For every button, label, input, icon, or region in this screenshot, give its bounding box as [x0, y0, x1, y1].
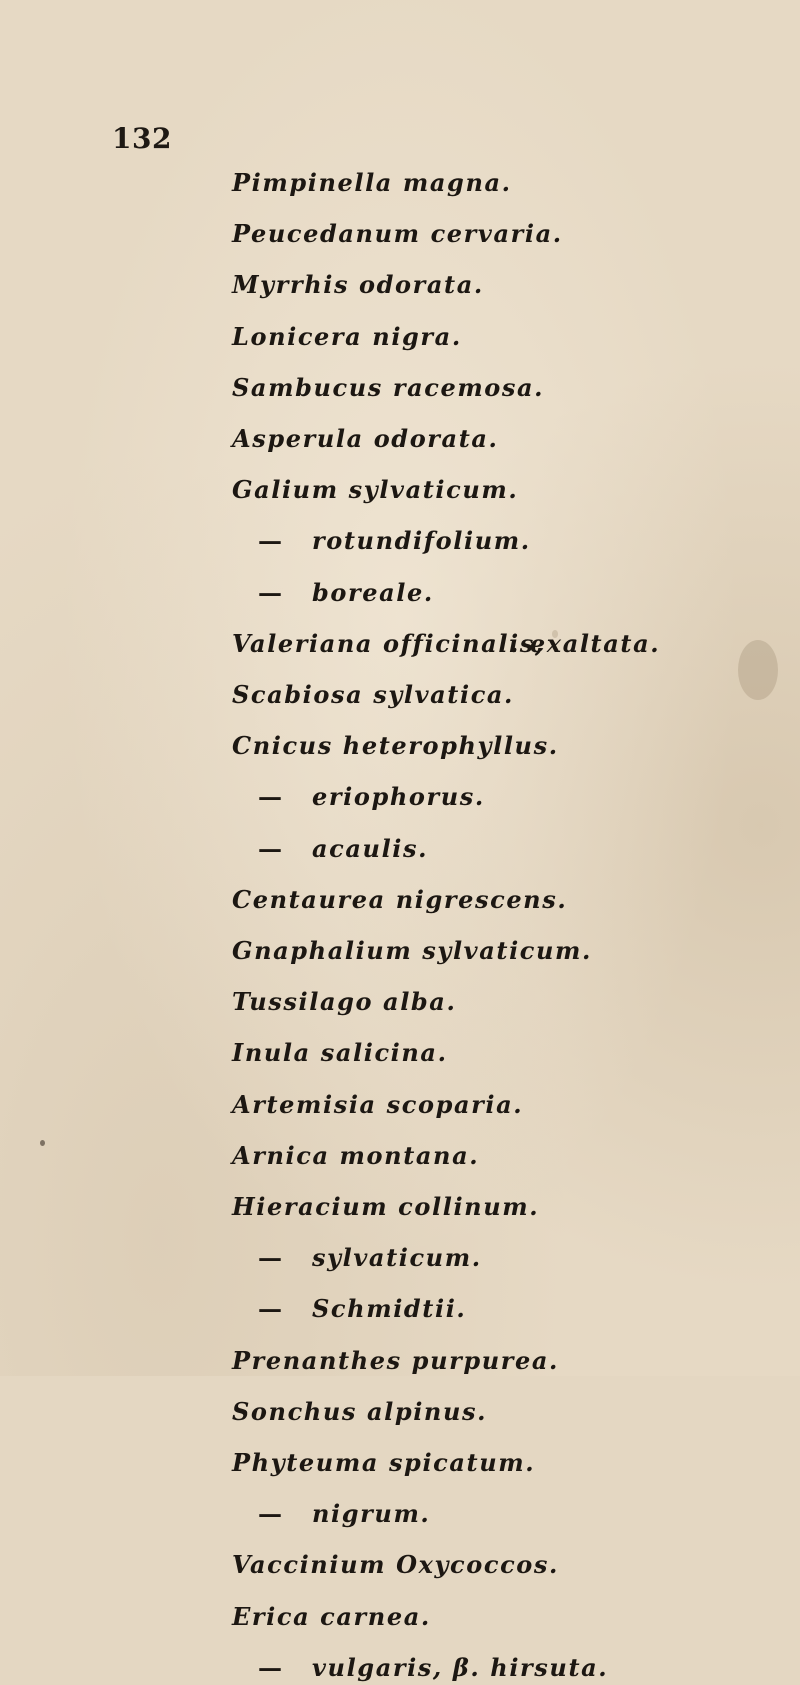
species-name: boreale.: [312, 578, 434, 607]
species-name: rotundifolium.: [312, 526, 531, 555]
species-name: Myrrhis odorata.: [232, 270, 484, 299]
species-name: Scabiosa sylvatica.: [232, 680, 515, 709]
species-name: Vaccinium Oxycoccos.: [232, 1550, 559, 1579]
list-item: [258, 1292, 466, 1326]
species-name: Galium sylvaticum.: [232, 475, 519, 504]
ditto-dash: —: [258, 578, 284, 607]
species-name: Arnica montana.: [232, 1141, 480, 1170]
species-name: Sambucus racemosa.: [232, 373, 545, 402]
list-item: [232, 883, 567, 917]
species-name: Prenanthes purpurea.: [232, 1346, 560, 1375]
ditto-dash: —: [258, 1294, 284, 1323]
list-item: [232, 678, 514, 712]
species-name: Cnicus heterophyllus.: [232, 731, 559, 760]
species-name: Artemisia scoparia.: [232, 1090, 524, 1119]
ditto-dash: —: [258, 782, 284, 811]
list-item: [258, 576, 434, 610]
list-item: [258, 524, 531, 558]
list-item: [232, 1139, 479, 1173]
list-item: [232, 1190, 539, 1224]
list-item: [232, 1395, 487, 1429]
species-name: Tussilago alba.: [232, 987, 457, 1016]
list-item: [258, 1497, 430, 1531]
list-item: [232, 1344, 559, 1378]
species-name: Asperula odorata.: [232, 424, 499, 453]
species-name: eriophorus.: [312, 782, 485, 811]
species-name: Lonicera nigra.: [232, 322, 462, 351]
species-name: Erica carnea.: [232, 1602, 431, 1631]
list-item: [258, 1241, 482, 1275]
list-item: [232, 1446, 535, 1480]
list-item: [232, 268, 484, 302]
species-name: Schmidtii.: [312, 1294, 467, 1323]
list-item: [232, 320, 462, 354]
species-name: acaulis.: [312, 834, 429, 863]
species-name: Peucedanum cervaria.: [232, 219, 563, 248]
list-item: [258, 832, 428, 866]
species-name: Phyteuma spicatum.: [232, 1448, 536, 1477]
list-item: [232, 985, 456, 1019]
list-item: [232, 1036, 448, 1070]
species-name: Sonchus alpinus.: [232, 1397, 488, 1426]
species-name: Hieracium collinum.: [232, 1192, 540, 1221]
list-item: [232, 1600, 431, 1634]
list-item: [232, 371, 544, 405]
ditto-dash: —: [258, 834, 284, 863]
list-item: [232, 473, 518, 507]
species-name: Gnaphalium sylvaticum.: [232, 936, 592, 965]
species-name: nigrum.: [312, 1499, 431, 1528]
species-name: Valeriana officinalis,: [232, 629, 545, 658]
list-item: [232, 729, 559, 763]
list-item: [258, 780, 485, 814]
species-name: sylvaticum.: [312, 1243, 482, 1272]
page-number: 132: [112, 122, 172, 155]
list-item: [232, 217, 563, 251]
ditto-dash: —: [258, 526, 284, 555]
list-item: [258, 1651, 608, 1685]
ditto-dash: —: [258, 1499, 284, 1528]
list-item: [232, 166, 512, 200]
species-name: Centaurea nigrescens.: [232, 885, 568, 914]
list-item: [232, 1088, 523, 1122]
annotation-exaltata: . exaltata.: [510, 629, 661, 658]
species-name: Inula salicina.: [232, 1038, 448, 1067]
paper-stain: [738, 640, 778, 700]
list-item: [232, 627, 545, 661]
list-item: [232, 422, 499, 456]
ditto-dash: —: [258, 1243, 284, 1272]
list-item: [232, 934, 592, 968]
species-name: Pimpinella magna.: [232, 168, 512, 197]
paper-stain: [40, 1140, 45, 1146]
list-item: [232, 1548, 559, 1582]
ditto-dash: —: [258, 1653, 284, 1682]
species-name: vulgaris, β. hirsuta.: [312, 1653, 609, 1682]
